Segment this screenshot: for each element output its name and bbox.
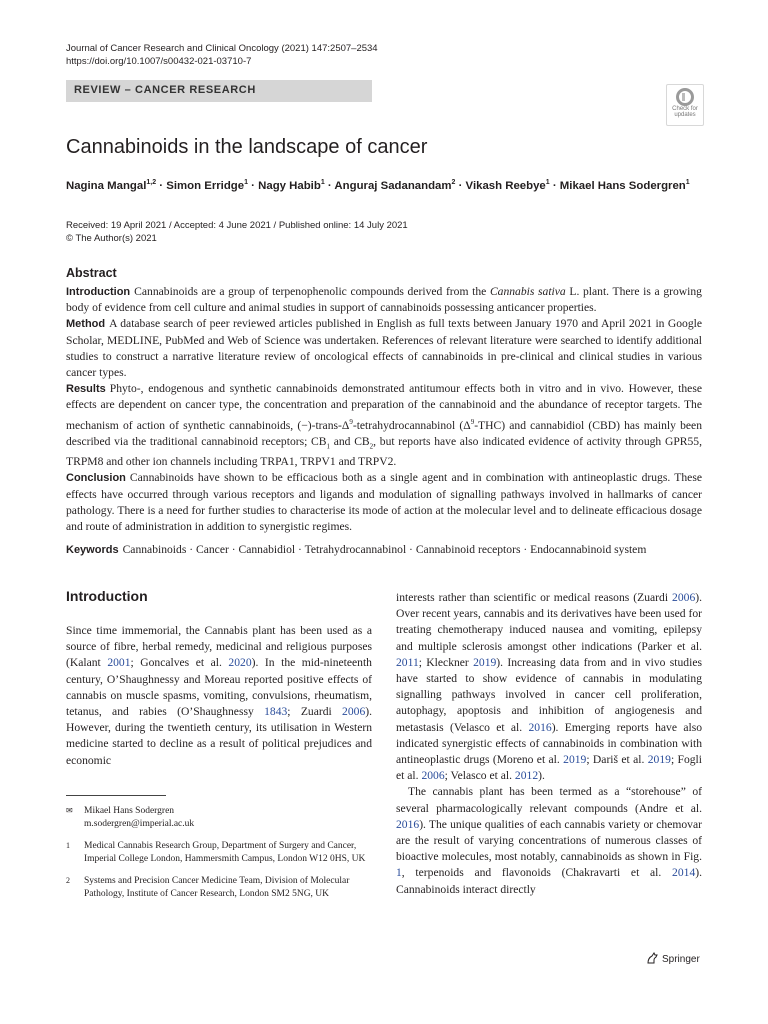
author-affiliation-mark: 1,2 [146, 179, 157, 186]
keywords-text: Cannabinoids · Cancer · Cannabidiol · Tetrahydrocannabinol · Cannabinoid receptors · Endocannabinoid system [122, 543, 647, 556]
citation-link[interactable]: 2019 [563, 753, 587, 767]
intro-paragraph-2 [396, 590, 702, 784]
abstract-results-label: Results [66, 383, 106, 396]
article-type-label: REVIEW – CANCER RESEARCH [74, 84, 256, 96]
abstract-heading: Abstract [66, 266, 117, 280]
body-text: ). The unique qualities of each cannabis variety or chemovar are the result of varying concentrations of numerous classes of bioactive molecules, most notably, cannabinoids as shown in Fig. [396, 817, 702, 864]
publication-dates [66, 219, 408, 245]
author-affiliation-mark: 1 [685, 179, 690, 186]
abstract-results-sub-2: 2 [369, 442, 374, 450]
body-text: , terpenoids and flavonoids (Chakravarti et al. [401, 866, 673, 880]
body-text: ). In the mid-nineteenth century, O’Shaughnessy and Moreau reported positive effects of cannabis on muscle spasms, vomiting, convulsions, rheumatism, tetanus, and rabies (O’Shaughnessy [66, 656, 372, 719]
abstract-intro-text-b: L. plant. There is a growing body of evidence from cell culture and animal studies in support of cannabinoids possessing anticancer properties. [66, 285, 702, 315]
body-text: ; Goncalves et al. [130, 656, 229, 670]
author-separator: · [248, 179, 259, 192]
check-for-updates-label: Check for updates [672, 106, 698, 118]
author-name[interactable]: Nagina Mangal [66, 179, 147, 192]
footnote-mark: 2 [66, 876, 70, 885]
citation-link[interactable]: 2006 [672, 591, 696, 604]
author-separator: · [156, 179, 167, 192]
citation-link[interactable]: 2012 [514, 769, 539, 783]
abstract-results-text-a: Phyto-, endogenous and synthetic cannabinoids demonstrated antitumour effects both in vitro and in vivo. However, these effects are dependent on cancer type, the concentration and preparation of the cannabinoid and the abundance of receptor targets. The mechanism of action of synthetic cannabinoids, (−)-trans-Δ [66, 382, 702, 432]
body-text: Kalant [69, 656, 108, 670]
author-name[interactable]: Anguraj Sadanandam [334, 179, 452, 192]
citation-link[interactable]: 2019 [473, 655, 497, 669]
abstract-results-sup-2: 9 [470, 417, 475, 426]
left-column [66, 623, 372, 769]
body-text: ; Zuardi [287, 705, 343, 719]
citation-link[interactable]: 2011 [396, 655, 419, 669]
journal-header [66, 42, 378, 68]
footnote-rule [66, 795, 166, 796]
abstract-method-text: A database search of peer reviewed articles published in English as full texts between January 1970 and April 2021 in Google Scholar, MEDLINE, PubMed and Web of Science was undertaken. References of relevant literature were searched to identify additional studies to construct a narrative literature review of oncological effects of cannabinoids in pre-clinical and clinical studies in various cancer types. [66, 317, 702, 380]
intro-paragraph-1 [66, 623, 372, 769]
citation-link[interactable]: 2016 [528, 720, 552, 734]
envelope-icon: ✉ [66, 806, 73, 815]
springer-horse-icon [646, 952, 658, 964]
body-text: ; Fogli et al. [396, 753, 703, 783]
publisher-name: Springer [662, 954, 700, 965]
publisher-logo [646, 952, 700, 965]
body-text: ). However, during the twentieth century, its utilisation in Western medicine started to decline as a result of political prejudices and economic [66, 705, 372, 767]
author-affiliation-mark: 1 [545, 179, 550, 186]
copyright-line: © The Author(s) 2021 [66, 233, 157, 244]
abstract-results [66, 381, 702, 470]
check-for-updates-icon [676, 88, 694, 106]
abstract-results-text-e: , but reports have also indicated evidence of activity through GPR55, TRPM8 and other ion channels including TRPA1, TRPV1 and TRPV2. [66, 434, 702, 469]
keywords-label: Keywords [66, 544, 119, 556]
footnote-text: Systems and Precision Cancer Medicine Team, Division of Molecular Pathology, Institute of Cancer Research, London SM2 5NG, UK [84, 876, 350, 899]
footnote-3 [66, 875, 372, 900]
body-text: ). [538, 769, 545, 783]
author-separator: · [549, 179, 560, 192]
right-column [396, 590, 702, 898]
body-text: Since time immemorial, the Cannabis plant has been used as a source of fibre, herbal remedy, medicinal and religious purposes ( [66, 624, 372, 670]
author-affiliation-mark: 1 [320, 179, 325, 186]
author-affiliation-mark: 1 [244, 179, 249, 186]
abstract-results-text-b: -tetrahydrocannabinol (Δ [352, 418, 471, 432]
author-name[interactable]: Mikael Hans Sodergren [559, 179, 686, 192]
keywords [66, 543, 716, 556]
abstract-results-sub-1: 1 [326, 442, 331, 450]
footnotes [66, 805, 372, 910]
author-name[interactable]: Vikash Reebye [465, 179, 546, 192]
article-type-band [66, 80, 372, 102]
abstract-conclusion-label: Conclusion [66, 472, 126, 485]
footnote-text: Mikael Hans Sodergren [84, 806, 175, 816]
abstract-results-sup-1: 9 [349, 417, 353, 426]
dates-line: Received: 19 April 2021 / Accepted: 4 June 2021 / Published online: 14 July 2021 [66, 220, 408, 231]
body-text: ). Increasing data from and in vivo studies have started to show evidence of cannabis in modulating signalling pathways involved in cancer cell proliferation, autophagy, apoptosis and inhibition of angiogenesis and metastasis (Velasco et al. [396, 655, 702, 734]
citation-link[interactable]: 2001 [107, 656, 131, 670]
footnote-text: Medical Cannabis Research Group, Department of Surgery and Cancer, Imperial College London, Hammersmith Campus, London W12 0HS, UK [84, 841, 366, 864]
check-for-updates-button[interactable] [666, 84, 704, 126]
citation-link[interactable]: 2016 [396, 817, 420, 831]
author-list [66, 179, 690, 192]
abstract-intro-species: Cannabis sativa [489, 285, 566, 298]
abstract-results-text-c: -THC) and cannabidiol (CBD) has mainly been described via the traditional cannabinoid receptors; CB [66, 418, 702, 448]
body-text: interests rather than scientific or medical reasons (Zuardi [396, 591, 673, 604]
body-text: The cannabis plant has been termed as a “storehouse” of several pharmacologically relevant compounds (Andre et al. [396, 785, 702, 815]
body-text: ). Over recent years, cannabis and its derivatives have been used for treating chemotherapy induced nausea and vomiting, epilepsy and multiple sclerosis amongst other indications (Parker et al. [396, 591, 702, 653]
abstract-intro-label: Introduction [66, 286, 131, 298]
doi-link[interactable]: https://doi.org/10.1007/s00432-021-03710-7 [66, 56, 252, 67]
introduction-heading: Introduction [66, 588, 148, 604]
citation-link[interactable]: 2019 [647, 753, 671, 767]
abstract-body [66, 284, 702, 535]
abstract-conclusion-text: Cannabinoids have shown to be efficacious both as a single agent and in combination with antineoplastic drugs. These effects have occurred through various receptors and ligands and modulation of signalling pathways involved in hallmarks of cancer pathology. There is a need for further studies to characterise its mode of action at the molecular level and to delineate efficacious dosage and route of administration in addition to synergistic regimes. [66, 471, 702, 534]
author-affiliation-mark: 2 [451, 179, 456, 186]
abstract-method-label: Method [66, 318, 106, 331]
body-text: ; Velasco et al. [444, 769, 515, 783]
footnote-2 [66, 840, 372, 865]
abstract-results-text-d: and CB [333, 434, 370, 448]
body-text: ). Cannabinoids interact directly [396, 866, 702, 896]
intro-paragraph-3 [396, 784, 702, 897]
abstract-method [66, 316, 702, 381]
body-text: ; Dariš et al. [586, 753, 648, 767]
citation-link[interactable]: 2014 [672, 866, 696, 880]
body-text: ; Kleckner [418, 655, 474, 669]
citation-link[interactable]: 1843 [264, 705, 288, 719]
citation-link[interactable]: 2006 [342, 705, 366, 719]
abstract-introduction [66, 284, 702, 316]
footnote-mark: 1 [66, 841, 70, 850]
citation-link[interactable]: 2006 [421, 769, 445, 783]
author-name[interactable]: Nagy Habib [258, 179, 321, 192]
body-text: ). Emerging reports have also indicated synergistic effects of cannabinoids in combination with antineoplastic drugs (Moreno et al. [396, 720, 702, 767]
abstract-intro-text-a: Cannabinoids are a group of terpenophenolic compounds derived from the [134, 285, 487, 298]
author-separator: · [324, 179, 335, 192]
citation-link[interactable]: 2020 [228, 656, 252, 670]
citation-link[interactable]: 1 [396, 866, 402, 880]
abstract-conclusion [66, 470, 702, 535]
email-link[interactable]: m.sodergren@imperial.ac.uk [84, 818, 195, 829]
author-separator: · [455, 179, 466, 192]
author-name[interactable]: Simon Erridge [166, 179, 245, 192]
footnote-1 [66, 805, 372, 830]
article-title: Cannabinoids in the landscape of cancer [66, 136, 428, 158]
journal-citation: Journal of Cancer Research and Clinical Oncology (2021) 147:2507–2534 [66, 43, 378, 54]
